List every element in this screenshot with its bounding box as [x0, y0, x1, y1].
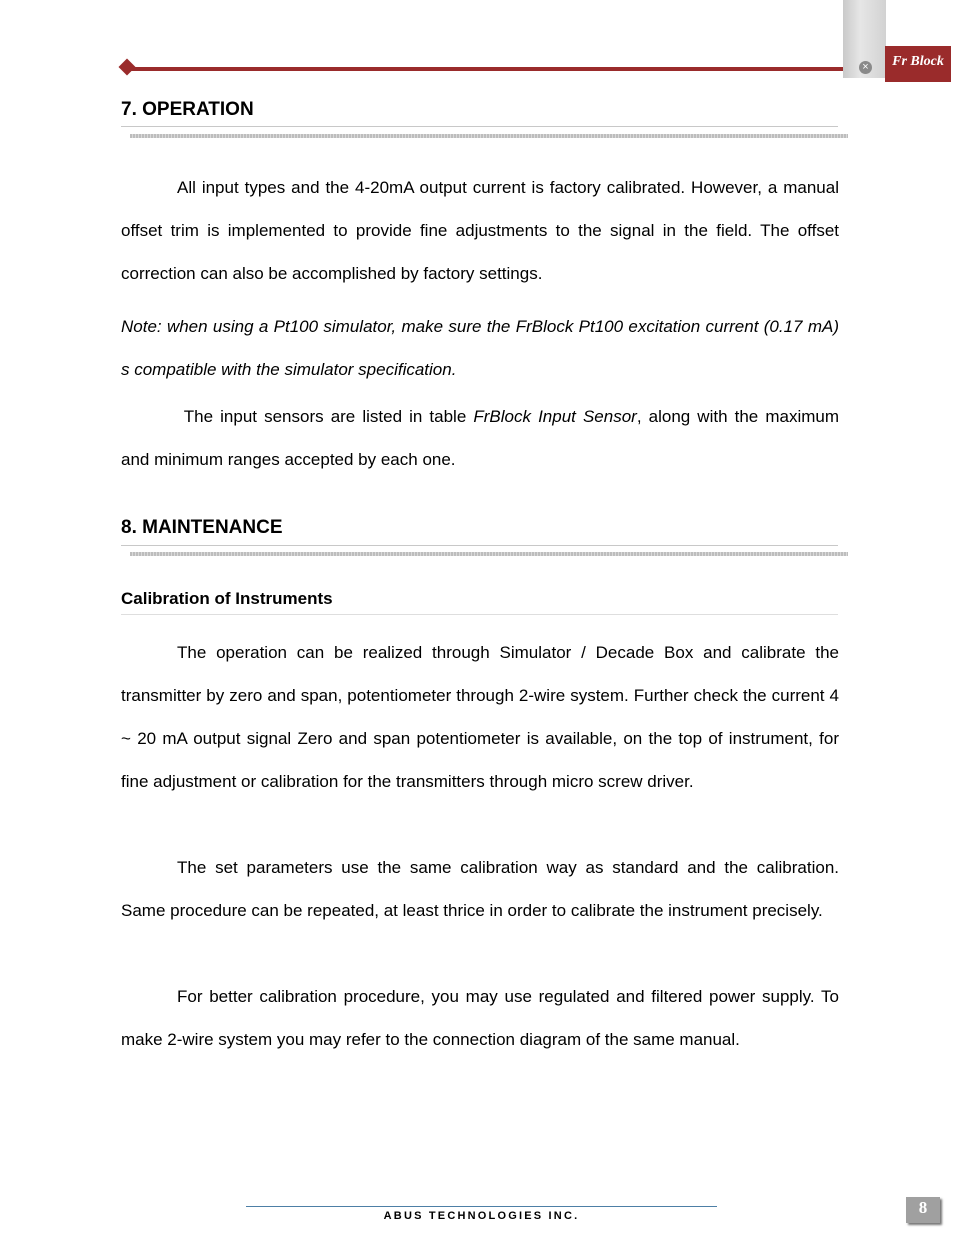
calibration-paragraph-1 [121, 631, 839, 803]
calibration-paragraph-1-text: The operation can be realized through Simulator / Decade Box and calibrate the transmitter by zero and span, potentiometer through 2-wire system. Further check the current 4 ~ 20 mA output signal Zero and span potentiometer is available, on the top of instrument, for fine adjustment or calibration for the transmitters through micro screw driver. [121, 643, 839, 791]
header-rule [128, 67, 844, 71]
heading-rule [121, 126, 838, 127]
section-heading-maintenance: 8. MAINTENANCE [121, 517, 283, 538]
table-reference: FrBlock Input Sensor [473, 407, 637, 426]
footer-rule [246, 1206, 717, 1207]
calibration-paragraph-2 [121, 846, 839, 932]
operation-note: Note: when using a Pt100 simulator, make sure the FrBlock Pt100 excitation current (0.17 mA) s compatible with the simulator specification. [121, 317, 839, 379]
page-number: 8 [918, 1198, 928, 1217]
close-circle-icon: × [859, 61, 872, 74]
operation-paragraph [121, 166, 839, 295]
heading-rule-thick [130, 552, 848, 556]
calibration-paragraph-3-text: For better calibration procedure, you may use regulated and filtered power supply. To make 2-wire system you may refer to the connection diagram of the same manual. [121, 987, 839, 1049]
subheading-calibration: Calibration of Instruments [121, 589, 333, 608]
footer-company: ABUS TECHNOLOGIES INC. [383, 1210, 580, 1222]
subheading-rule [121, 614, 838, 615]
header-label: Fr Block [892, 54, 944, 69]
header-diamond [119, 59, 136, 76]
heading-rule-thick [130, 134, 848, 138]
sensor-paragraph [121, 395, 839, 481]
operation-paragraph-text: All input types and the 4-20mA output current is factory calibrated. However, a manual offset trim is implemented to provide fine adjustments to the signal in the field. The offset correction can also be accomplished by factory settings. [121, 178, 839, 283]
sensor-text-before: The input sensors are listed in table [177, 407, 474, 426]
heading-rule [121, 545, 838, 546]
calibration-paragraph-2-text: The set parameters use the same calibration way as standard and the calibration. Same procedure can be repeated, at least thrice in order to calibrate the instrument precisely. [121, 858, 839, 920]
sensor-text-after: , along with the maximum and minimum ranges accepted by each one. [121, 407, 839, 469]
section-heading-operation: 7. OPERATION [121, 99, 254, 120]
calibration-paragraph-3 [121, 975, 839, 1061]
